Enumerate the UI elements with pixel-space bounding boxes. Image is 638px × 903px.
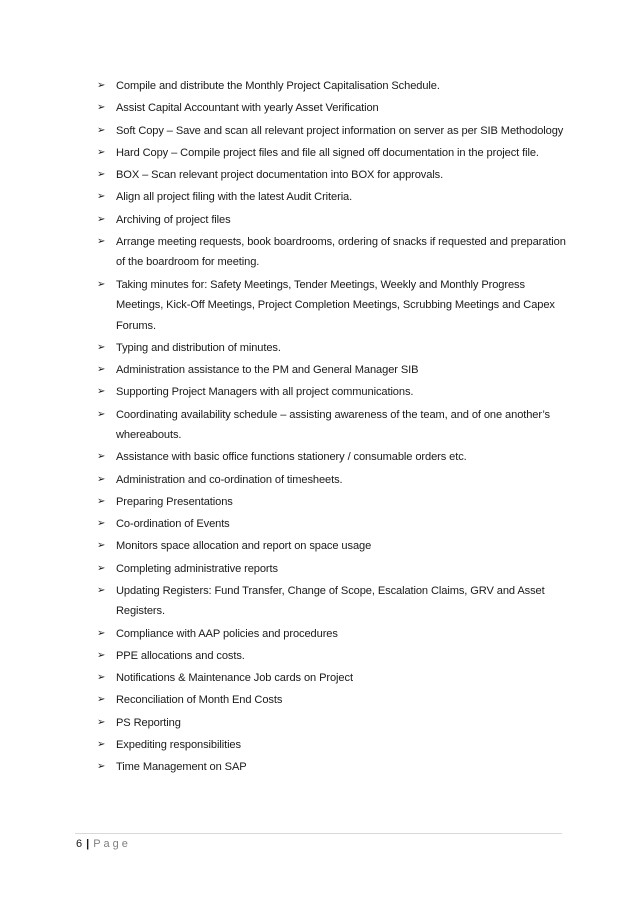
arrowhead-bullet-icon: ➢ [97,738,106,750]
arrowhead-bullet-icon: ➢ [97,278,106,290]
arrowhead-bullet-icon: ➢ [97,716,106,728]
list-item-text: BOX – Scan relevant project documentation into BOX for approvals. [116,169,444,181]
list-item [97,98,567,119]
list-item-text: Assist Capital Accountant with yearly Asset Verification [116,102,379,115]
list-item [97,405,567,446]
list-item [97,735,567,756]
arrowhead-bullet-icon: ➢ [97,102,106,114]
list-item-text: Align all project filing with the latest Audit Criteria. [116,191,353,204]
list-item [97,668,567,689]
list-item-text: Completing administrative reports [116,562,278,575]
arrowhead-bullet-icon: ➢ [97,540,106,552]
page-label: Page [93,838,131,850]
page-footer [76,837,131,851]
list-item-text: Administration and co-ordination of timesheets. [116,473,343,486]
arrowhead-bullet-icon: ➢ [97,761,106,772]
list-item [97,492,567,513]
arrowhead-bullet-icon: ➢ [97,649,106,661]
list-item-text: Updating Registers: Fund Transfer, Change of Scope, Escalation Claims, GRV and Asset Registers. [116,584,545,618]
list-item-text: PS Reporting [116,716,181,729]
list-item-text: Typing and distribution of minutes. [116,341,281,354]
list-item-text: Compile and distribute the Monthly Project Capitalisation Schedule. [116,80,440,92]
arrowhead-bullet-icon: ➢ [97,584,106,596]
arrowhead-bullet-icon: ➢ [97,146,106,158]
list-item-text: Hard Copy – Compile project files and file all signed off documentation in the project file. [116,146,539,159]
list-item-text: Supporting Project Managers with all project communications. [116,386,414,399]
list-item-text: Compliance with AAP policies and procedures [116,627,338,640]
list-item-text: Reconciliation of Month End Costs [116,694,283,707]
list-item [97,275,567,337]
footer-separator: | [86,838,90,850]
list-item-text: Assistance with basic office functions stationery / consumable orders etc. [116,451,467,464]
list-item-text: Notifications & Maintenance Job cards on Project [116,672,353,684]
list-item [97,624,567,645]
arrowhead-bullet-icon: ➢ [97,169,106,180]
list-item [97,232,567,273]
list-item [97,165,567,186]
arrowhead-bullet-icon: ➢ [97,495,106,507]
arrowhead-bullet-icon: ➢ [97,451,106,463]
list-item [97,713,567,734]
arrowhead-bullet-icon: ➢ [97,386,106,398]
list-item-text: Expediting responsibilities [116,738,241,751]
footer-divider [75,833,562,834]
arrowhead-bullet-icon: ➢ [97,80,106,91]
arrowhead-bullet-icon: ➢ [97,213,106,225]
arrowhead-bullet-icon: ➢ [97,191,106,203]
arrowhead-bullet-icon: ➢ [97,341,106,353]
list-item [97,757,567,778]
list-item-text: Coordinating availability schedule – assisting awareness of the team, and of one another’s whereabouts. [116,408,550,441]
list-item-text: Preparing Presentations [116,495,233,508]
list-item-text: Administration assistance to the PM and General Manager SIB [116,364,419,376]
list-item [97,360,567,381]
list-item-text: Taking minutes for: Safety Meetings, Tender Meetings, Weekly and Monthly Progress Meetings, Kick-Off Meetings, Project Completion Meetings, Scrubbing Meetings and Capex Forums. [116,278,555,332]
arrowhead-bullet-icon: ➢ [97,235,106,247]
list-item [97,143,567,164]
list-item [97,338,567,359]
arrowhead-bullet-icon: ➢ [97,518,106,529]
list-item [97,536,567,557]
list-item-text: PPE allocations and costs. [116,649,245,662]
list-item [97,210,567,231]
list-item [97,559,567,580]
page-number: 6 [76,838,83,850]
list-item [97,187,567,208]
responsibilities-list [97,76,567,779]
arrowhead-bullet-icon: ➢ [97,694,106,706]
list-item [97,646,567,667]
arrowhead-bullet-icon: ➢ [97,672,106,683]
list-item [97,470,567,491]
list-item-text: Soft Copy – Save and scan all relevant project information on server as per SIB Methodology [116,124,564,137]
arrowhead-bullet-icon: ➢ [97,408,106,420]
list-item [97,121,567,142]
arrowhead-bullet-icon: ➢ [97,473,106,485]
list-item [97,690,567,711]
list-item-text: Co-ordination of Events [116,518,230,530]
list-item [97,514,567,535]
arrowhead-bullet-icon: ➢ [97,562,106,574]
list-item-text: Time Management on SAP [116,761,247,773]
list-item-text: Monitors space allocation and report on space usage [116,540,372,553]
list-item-text: Archiving of project files [116,213,231,226]
list-item [97,382,567,403]
arrowhead-bullet-icon: ➢ [97,627,106,639]
list-item [97,76,567,97]
list-item-text: Arrange meeting requests, book boardrooms, ordering of snacks if requested and preparation of the boardroom for meeting. [116,235,566,269]
arrowhead-bullet-icon: ➢ [97,124,106,136]
list-item [97,447,567,468]
list-item [97,581,567,622]
arrowhead-bullet-icon: ➢ [97,364,106,375]
